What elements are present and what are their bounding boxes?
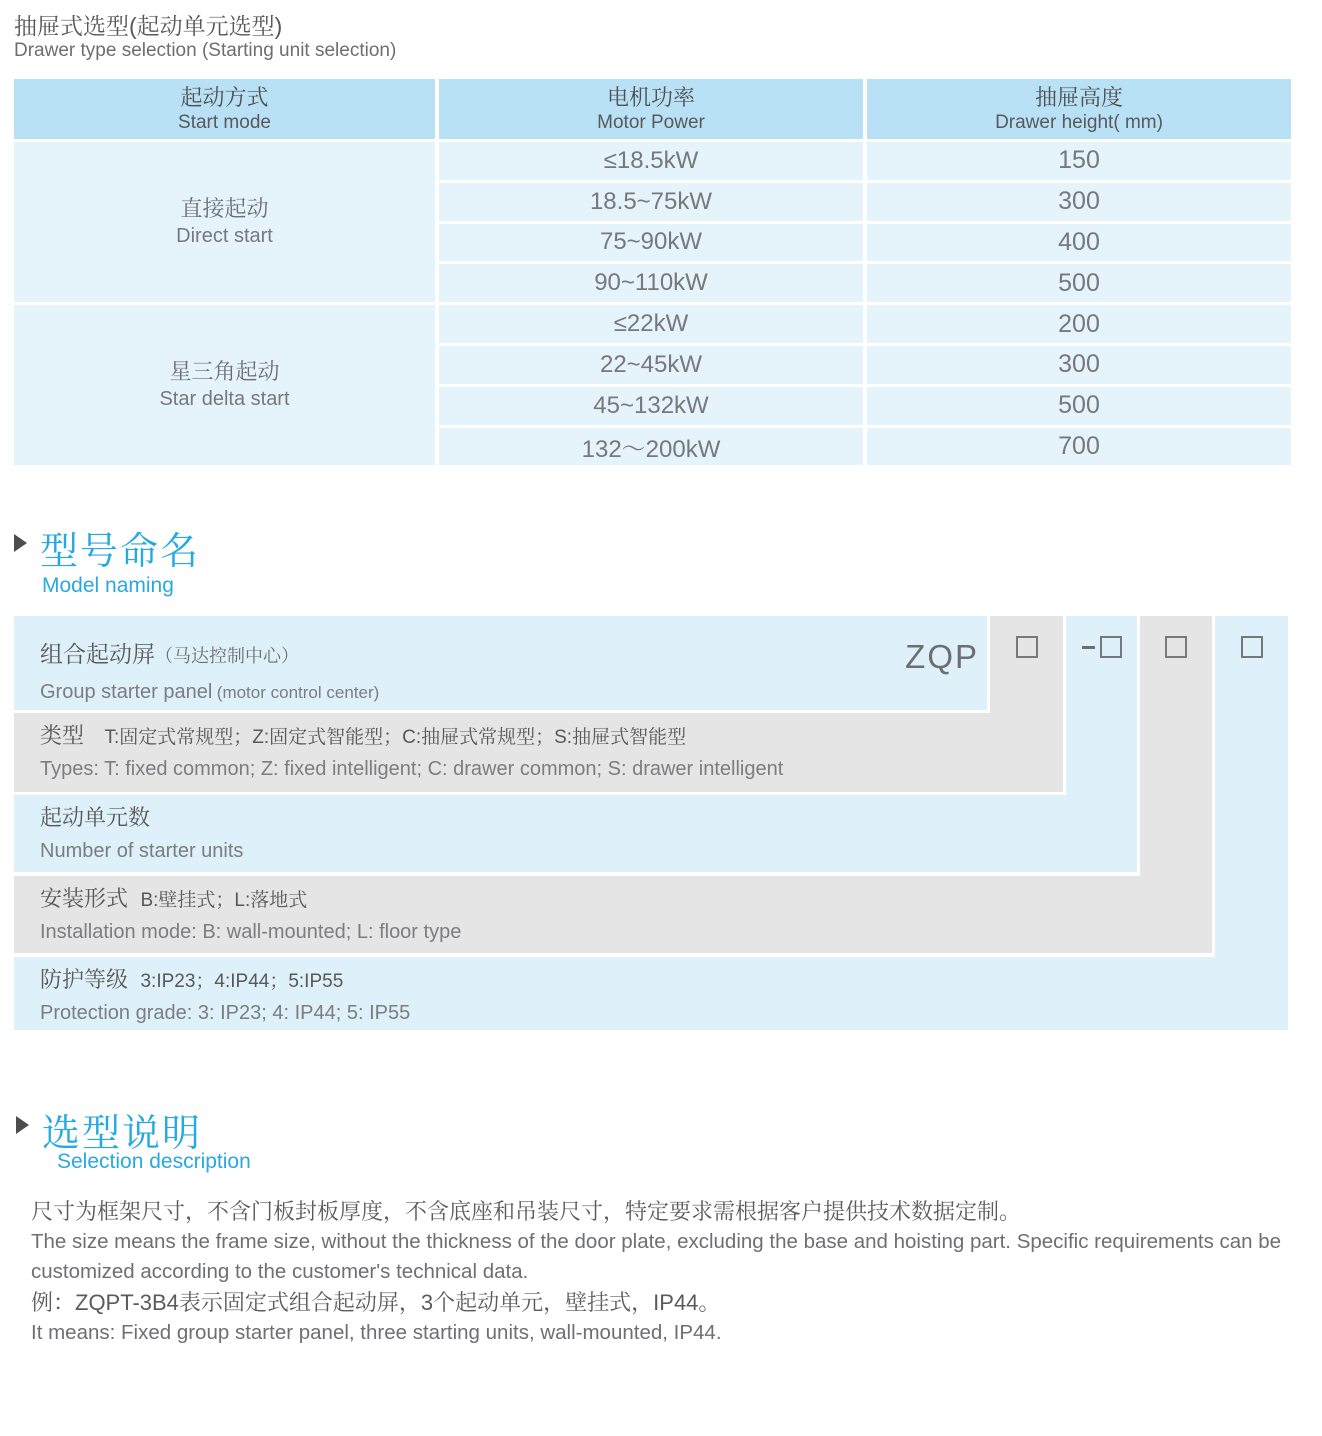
power-cell: 75~90kW	[439, 224, 863, 262]
model-row-group-starter-panel: 组合起动屏（马达控制中心） Group starter panel (motor control center) ZQP	[14, 616, 987, 710]
description-line: The size means the frame size, without the thickness of the door plate, excluding the base and hoisting part. Specific requirements can be	[31, 1230, 1282, 1253]
section-bullet-icon	[14, 534, 27, 552]
power-cell: 22~45kW	[439, 346, 863, 384]
height-cell: 400	[867, 224, 1291, 262]
mode-cell-star-delta-start: 星三角起动 Star delta start	[14, 305, 435, 465]
model-row-protection-grade: 防护等级 3:IP23；4:IP44；5:IP55 Protection grade: 3: IP23; 4: IP44; 5: IP55	[14, 957, 1288, 1030]
model-row-types: 类型 T:固定式常规型；Z:固定式智能型；C:抽屉式常规型；S:抽屉式智能型 Types: T: fixed common; Z: fixed intelligent; C: drawer common; S: drawer intelligent	[14, 713, 1063, 792]
height-cell: 700	[867, 428, 1291, 466]
description-line: 尺寸为框架尺寸，不含门板封板厚度，不含底座和吊装尺寸，特定要求需根据客户提供技术数据定制。	[31, 1199, 1022, 1224]
height-cell: 200	[867, 305, 1291, 343]
page-title-en: Drawer type selection (Starting unit selection)	[14, 40, 397, 61]
height-cell: 500	[867, 387, 1291, 425]
col-header-drawer-height: 抽屉高度 Drawer height( mm)	[867, 79, 1291, 139]
model-row-installation-mode: 安装形式 B:壁挂式；L:落地式 Installation mode: B: wall-mounted; L: floor type	[14, 876, 1212, 953]
model-dash	[1082, 646, 1095, 649]
description-line: customized according to the customer's technical data.	[31, 1260, 529, 1283]
model-digit-box	[1241, 636, 1263, 658]
col-header-motor-power: 电机功率 Motor Power	[439, 79, 863, 139]
model-digit-box	[1016, 636, 1038, 658]
model-naming-heading-zh: 型号命名	[40, 531, 201, 573]
mode-cell-direct-start: 直接起动 Direct start	[14, 142, 435, 302]
description-line: It means: Fixed group starter panel, three starting units, wall-mounted, IP44.	[31, 1321, 722, 1344]
selection-heading-en: Selection description	[57, 1150, 251, 1173]
height-cell: 300	[867, 346, 1291, 384]
model-digit-box	[1165, 636, 1187, 658]
model-code-prefix: ZQP	[905, 638, 979, 675]
power-cell: 45~132kW	[439, 387, 863, 425]
model-digit-box	[1100, 636, 1122, 658]
model-naming-heading-en: Model naming	[42, 574, 174, 597]
power-cell: 90~110kW	[439, 264, 863, 302]
power-cell: 18.5~75kW	[439, 183, 863, 221]
drawer-selection-table	[14, 79, 1291, 465]
selection-heading-zh: 选型说明	[42, 1113, 203, 1155]
section-bullet-icon	[16, 1116, 29, 1134]
power-cell: ≤22kW	[439, 305, 863, 343]
power-cell: 132～200kW	[439, 428, 863, 466]
description-line: 例：ZQPT-3B4表示固定式组合起动屏，3个起动单元，壁挂式，IP44。	[31, 1290, 721, 1315]
power-cell: ≤18.5kW	[439, 142, 863, 180]
height-cell: 150	[867, 142, 1291, 180]
model-row-starter-units: 起动单元数 Number of starter units	[14, 795, 1137, 872]
page-title-zh: 抽屉式选型(起动单元选型)	[14, 13, 283, 39]
height-cell: 500	[867, 264, 1291, 302]
col-header-start-mode: 起动方式 Start mode	[14, 79, 435, 139]
height-cell: 300	[867, 183, 1291, 221]
selection-description-paragraph	[31, 1196, 1293, 1348]
